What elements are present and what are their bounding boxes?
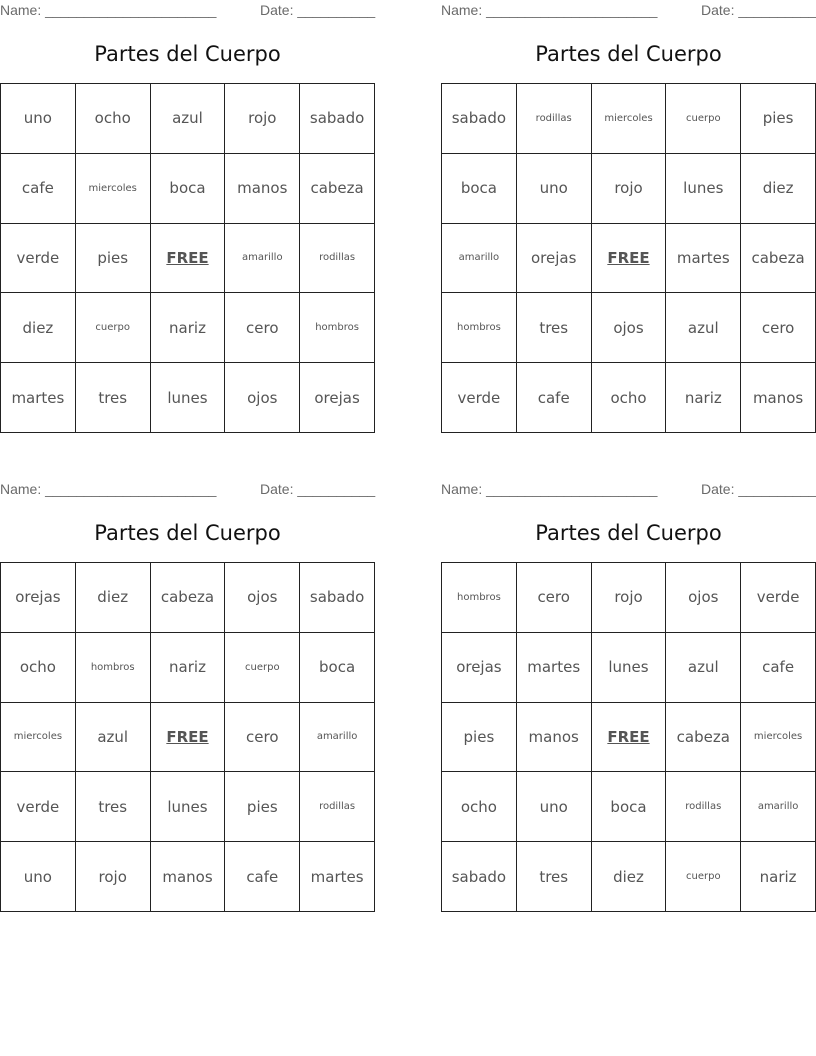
- bingo-cell: pies: [76, 224, 151, 294]
- bingo-cell: tres: [76, 363, 151, 433]
- bingo-cell: cafe: [225, 842, 300, 912]
- bingo-cell: martes: [300, 842, 375, 912]
- bingo-cell: martes: [1, 363, 76, 433]
- bingo-cell: sabado: [442, 84, 517, 154]
- bingo-cell: sabado: [442, 842, 517, 912]
- bingo-cell: azul: [151, 84, 226, 154]
- bingo-cell: ojos: [666, 563, 741, 633]
- bingo-cell: cabeza: [300, 154, 375, 224]
- bingo-cell: hombros: [442, 563, 517, 633]
- bingo-cell: ocho: [1, 633, 76, 703]
- bingo-cell: nariz: [666, 363, 741, 433]
- bingo-cell: ocho: [442, 772, 517, 842]
- bingo-cell: pies: [225, 772, 300, 842]
- bingo-cell: lunes: [592, 633, 667, 703]
- bingo-cell: boca: [442, 154, 517, 224]
- free-space-cell: FREE: [592, 703, 667, 773]
- date-field-label: Date: __________: [260, 2, 376, 18]
- name-field-label: Name: ______________________: [441, 481, 658, 497]
- bingo-cell: lunes: [151, 772, 226, 842]
- bingo-cell: cuerpo: [666, 842, 741, 912]
- bingo-cell: ojos: [592, 293, 667, 363]
- bingo-cell: ocho: [76, 84, 151, 154]
- bingo-cell: cero: [517, 563, 592, 633]
- bingo-cell: hombros: [442, 293, 517, 363]
- free-space-cell: FREE: [592, 224, 667, 294]
- bingo-cell: cero: [225, 293, 300, 363]
- bingo-cell: amarillo: [225, 224, 300, 294]
- bingo-card-3: [0, 479, 375, 914]
- date-field-label: Date: __________: [701, 481, 816, 497]
- bingo-card-1: [0, 0, 375, 435]
- bingo-cell: diez: [592, 842, 667, 912]
- bingo-cell: manos: [741, 363, 816, 433]
- card-header: [0, 0, 375, 22]
- bingo-cell: cabeza: [151, 563, 226, 633]
- bingo-cell: lunes: [151, 363, 226, 433]
- bingo-cell: verde: [741, 563, 816, 633]
- bingo-cell: azul: [76, 703, 151, 773]
- bingo-grid: [441, 562, 816, 912]
- bingo-cell: rodillas: [666, 772, 741, 842]
- bingo-cell: tres: [76, 772, 151, 842]
- bingo-cell: manos: [517, 703, 592, 773]
- bingo-cell: cafe: [517, 363, 592, 433]
- free-space-cell: FREE: [151, 703, 226, 773]
- bingo-cell: cafe: [741, 633, 816, 703]
- name-field-label: Name: ______________________: [0, 481, 217, 497]
- bingo-cell: orejas: [1, 563, 76, 633]
- bingo-cell: hombros: [76, 633, 151, 703]
- bingo-cell: manos: [151, 842, 226, 912]
- bingo-cell: miercoles: [1, 703, 76, 773]
- card-title: Partes del Cuerpo: [535, 521, 722, 545]
- bingo-cell: ojos: [225, 563, 300, 633]
- bingo-cell: nariz: [151, 633, 226, 703]
- bingo-cell: verde: [1, 224, 76, 294]
- bingo-cell: cero: [225, 703, 300, 773]
- card-header: [441, 0, 816, 22]
- bingo-cell: tres: [517, 293, 592, 363]
- bingo-cell: rodillas: [300, 224, 375, 294]
- bingo-cell: verde: [1, 772, 76, 842]
- date-field-label: Date: __________: [260, 481, 376, 497]
- bingo-cell: miercoles: [592, 84, 667, 154]
- bingo-cell: manos: [225, 154, 300, 224]
- card-header: [0, 479, 375, 501]
- bingo-cell: hombros: [300, 293, 375, 363]
- card-header: [441, 479, 816, 501]
- bingo-cell: cuerpo: [225, 633, 300, 703]
- bingo-cell: sabado: [300, 563, 375, 633]
- date-field-label: Date: __________: [701, 2, 816, 18]
- bingo-cell: diez: [741, 154, 816, 224]
- bingo-cell: azul: [666, 633, 741, 703]
- bingo-cell: boca: [300, 633, 375, 703]
- free-space-cell: FREE: [151, 224, 226, 294]
- bingo-grid: [0, 83, 375, 433]
- name-field-label: Name: ______________________: [0, 2, 217, 18]
- bingo-card-4: [441, 479, 816, 914]
- bingo-cell: miercoles: [76, 154, 151, 224]
- bingo-cell: amarillo: [741, 772, 816, 842]
- bingo-cell: rodillas: [517, 84, 592, 154]
- bingo-cell: uno: [517, 154, 592, 224]
- bingo-cell: sabado: [300, 84, 375, 154]
- bingo-cell: martes: [666, 224, 741, 294]
- card-title: Partes del Cuerpo: [94, 42, 281, 66]
- bingo-cell: uno: [1, 84, 76, 154]
- bingo-cell: amarillo: [300, 703, 375, 773]
- bingo-cell: orejas: [442, 633, 517, 703]
- bingo-cell: miercoles: [741, 703, 816, 773]
- bingo-cell: azul: [666, 293, 741, 363]
- bingo-cell: cero: [741, 293, 816, 363]
- bingo-cell: cuerpo: [76, 293, 151, 363]
- bingo-cell: diez: [76, 563, 151, 633]
- bingo-cell: rojo: [592, 154, 667, 224]
- card-title: Partes del Cuerpo: [94, 521, 281, 545]
- bingo-cell: nariz: [741, 842, 816, 912]
- bingo-cell: pies: [442, 703, 517, 773]
- bingo-grid: [441, 83, 816, 433]
- bingo-cell: martes: [517, 633, 592, 703]
- bingo-cell: rodillas: [300, 772, 375, 842]
- bingo-cell: uno: [1, 842, 76, 912]
- bingo-cell: rojo: [76, 842, 151, 912]
- bingo-cell: orejas: [517, 224, 592, 294]
- bingo-cell: amarillo: [442, 224, 517, 294]
- bingo-cell: pies: [741, 84, 816, 154]
- bingo-cell: orejas: [300, 363, 375, 433]
- bingo-cell: rojo: [592, 563, 667, 633]
- bingo-cell: uno: [517, 772, 592, 842]
- bingo-cell: ojos: [225, 363, 300, 433]
- bingo-cell: verde: [442, 363, 517, 433]
- bingo-cell: boca: [151, 154, 226, 224]
- name-field-label: Name: ______________________: [441, 2, 658, 18]
- bingo-cell: rojo: [225, 84, 300, 154]
- bingo-cell: tres: [517, 842, 592, 912]
- card-title: Partes del Cuerpo: [535, 42, 722, 66]
- bingo-cell: nariz: [151, 293, 226, 363]
- bingo-cell: cabeza: [741, 224, 816, 294]
- bingo-cell: cabeza: [666, 703, 741, 773]
- bingo-cell: cuerpo: [666, 84, 741, 154]
- bingo-cell: cafe: [1, 154, 76, 224]
- bingo-cell: lunes: [666, 154, 741, 224]
- bingo-cell: boca: [592, 772, 667, 842]
- bingo-cell: ocho: [592, 363, 667, 433]
- bingo-cell: diez: [1, 293, 76, 363]
- bingo-grid: [0, 562, 375, 912]
- bingo-card-2: [441, 0, 816, 435]
